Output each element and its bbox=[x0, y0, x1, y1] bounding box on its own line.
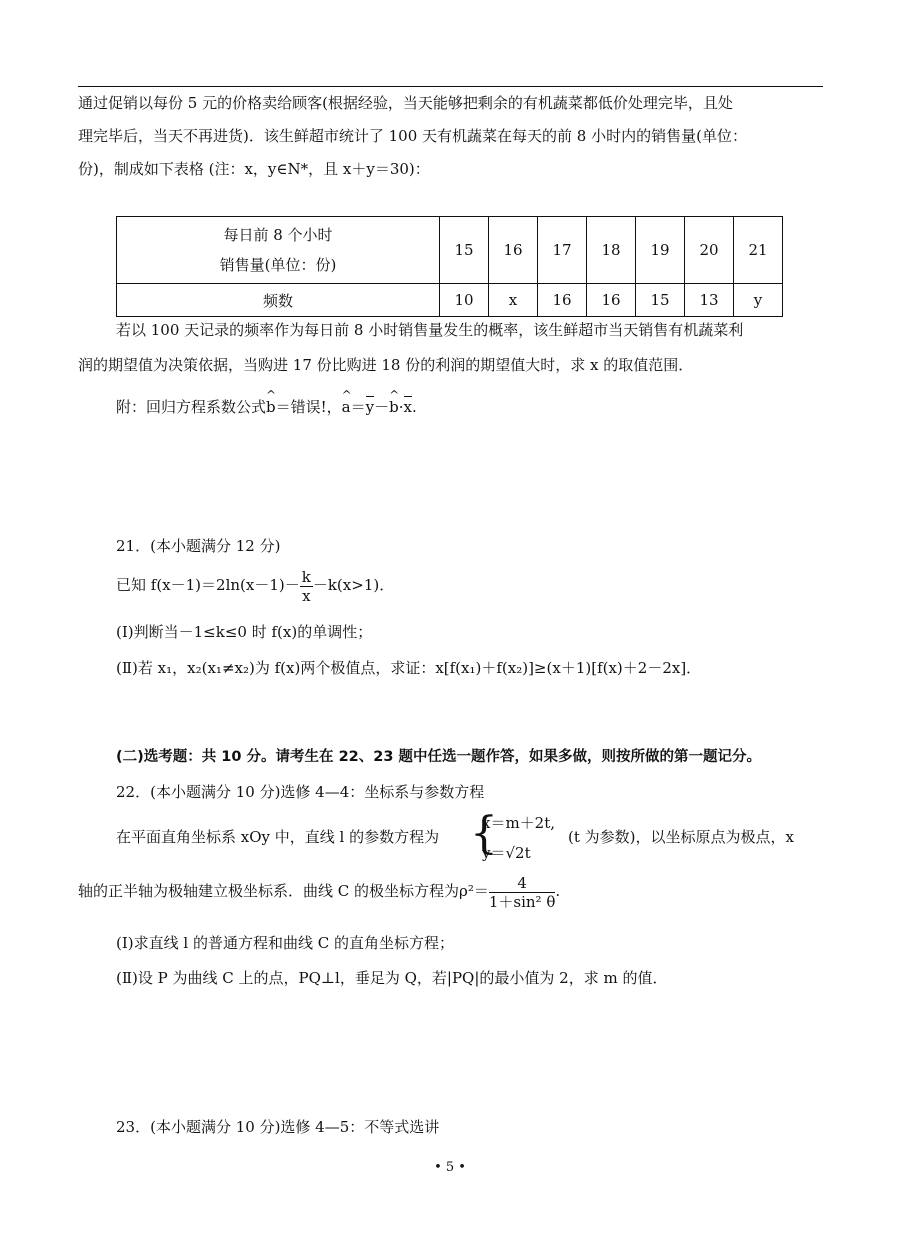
q22-part2: (Ⅱ)设 P 为曲线 C 上的点，PQ⊥l，垂足为 Q，若|PQ|的最小值为 2，求 m 的值． bbox=[116, 969, 668, 987]
table-cell: 19 bbox=[636, 217, 685, 284]
table-cell: 16 bbox=[489, 217, 538, 284]
b-equals-error: ＝错误!， bbox=[275, 398, 342, 416]
q22-line2 bbox=[78, 872, 560, 911]
table-cell: 20 bbox=[685, 217, 734, 284]
b-hat: ^ b bbox=[266, 397, 276, 417]
b-hat-2: ^ b bbox=[389, 397, 399, 417]
polar-fraction bbox=[489, 874, 556, 911]
table-cell: y bbox=[734, 284, 783, 317]
y-bar: y bbox=[365, 398, 375, 416]
table-cell: x bbox=[489, 284, 538, 317]
param-eq-2: y＝√2t bbox=[482, 844, 531, 862]
intro-line-3: 份)，制成如下表格 (注：x，y∈N*，且 x＋y＝30)： bbox=[78, 160, 430, 178]
q22-line2-prefix: 轴的正半轴为极轴建立极坐标系．曲线 C 的极坐标方程为ρ²＝ bbox=[78, 882, 489, 900]
system-brace: { bbox=[470, 808, 498, 859]
table-cell: 21 bbox=[734, 217, 783, 284]
q22-text-suffix: (t 为参数)，以坐标原点为极点，x bbox=[568, 828, 794, 846]
k-over-x-fraction bbox=[300, 568, 313, 605]
table-cell: 16 bbox=[587, 284, 636, 317]
q21-given-suffix: －k(x>1)． bbox=[312, 576, 395, 594]
appendix-prefix: 附：回归方程系数公式 bbox=[116, 398, 267, 416]
top-rule bbox=[78, 86, 823, 87]
formula-end: . bbox=[411, 398, 417, 416]
param-eq-1: x＝m＋2t, bbox=[482, 814, 556, 832]
sales-frequency-table bbox=[116, 216, 783, 317]
header-line-1: 每日前 8 个小时 bbox=[223, 226, 333, 244]
table-cell: 15 bbox=[636, 284, 685, 317]
q20-tail-line-2: 润的期望值为决策依据，当购进 17 份比购进 18 份的利润的期望值大时，求 x 的取值范围． bbox=[78, 356, 694, 374]
table-cell: 17 bbox=[538, 217, 587, 284]
table-header-sales bbox=[117, 217, 440, 284]
q23-title: 23．(本小题满分 10 分)选修 4—5：不等式选讲 bbox=[116, 1118, 440, 1136]
table-cell: 15 bbox=[440, 217, 489, 284]
table-header-frequency: 频数 bbox=[117, 284, 440, 317]
q21-given bbox=[116, 566, 394, 605]
q22-title: 22．(本小题满分 10 分)选修 4—4：坐标系与参数方程 bbox=[116, 783, 485, 801]
fraction-denominator: x bbox=[302, 586, 311, 605]
a-hat: ^ a bbox=[342, 397, 351, 417]
q22-line2-end: . bbox=[555, 882, 561, 900]
header-line-2: 销售量(单位：份) bbox=[219, 256, 337, 274]
a-equals: ＝ bbox=[350, 398, 366, 416]
table-cell: 18 bbox=[587, 217, 636, 284]
q22-part1: (Ⅰ)求直线 l 的普通方程和曲线 C 的直角坐标方程； bbox=[116, 934, 454, 952]
q21-part2: (Ⅱ)若 x₁，x₂(x₁≠x₂)为 f(x)两个极值点，求证：x[f(x₁)＋f(x₂)]≥(x＋1)[f(x)＋2－2x]． bbox=[116, 659, 702, 677]
q22-text-prefix: 在平面直角坐标系 xOy 中，直线 l 的参数方程为 bbox=[116, 828, 440, 846]
minus-sign: － bbox=[374, 398, 390, 416]
table-cell: 16 bbox=[538, 284, 587, 317]
fraction-numerator: k bbox=[301, 567, 311, 586]
table-cell: 13 bbox=[685, 284, 734, 317]
polar-numerator: 4 bbox=[489, 874, 556, 893]
section2-heading: (二)选考题：共 10 分。请考生在 22、23 题中任选一题作答，如果多做，则按所做的第一题记分。 bbox=[116, 749, 761, 765]
intro-line-2: 理完毕后，当天不再进货)．该生鲜超市统计了 100 天有机蔬菜在每天的前 8 小时内的销售量(单位： bbox=[78, 127, 747, 145]
table-row-sales bbox=[117, 217, 783, 284]
table-row-frequency bbox=[117, 284, 783, 317]
page-number: • 5 • bbox=[434, 1160, 466, 1175]
q20-tail-line-1: 若以 100 天记录的频率作为每日前 8 小时销售量发生的概率，该生鲜超市当天销售有机蔬菜利 bbox=[116, 321, 744, 339]
appendix-formula: 附：回归方程系数公式^ b＝错误!，^ a＝y－^ b·x. bbox=[116, 397, 417, 417]
q21-given-prefix: 已知 f(x－1)＝2ln(x－1)－ bbox=[116, 576, 300, 594]
q21-part1: (Ⅰ)判断当－1≤k≤0 时 f(x)的单调性； bbox=[116, 623, 373, 641]
table-cell: 10 bbox=[440, 284, 489, 317]
intro-line-1: 通过促销以每份 5 元的价格卖给顾客(根据经验，当天能够把剩余的有机蔬菜都低价处理完毕，且处 bbox=[78, 94, 733, 112]
polar-denominator: 1＋sin² θ bbox=[488, 892, 556, 911]
q21-title: 21．(本小题满分 12 分) bbox=[116, 537, 281, 555]
x-bar: x bbox=[403, 398, 412, 416]
